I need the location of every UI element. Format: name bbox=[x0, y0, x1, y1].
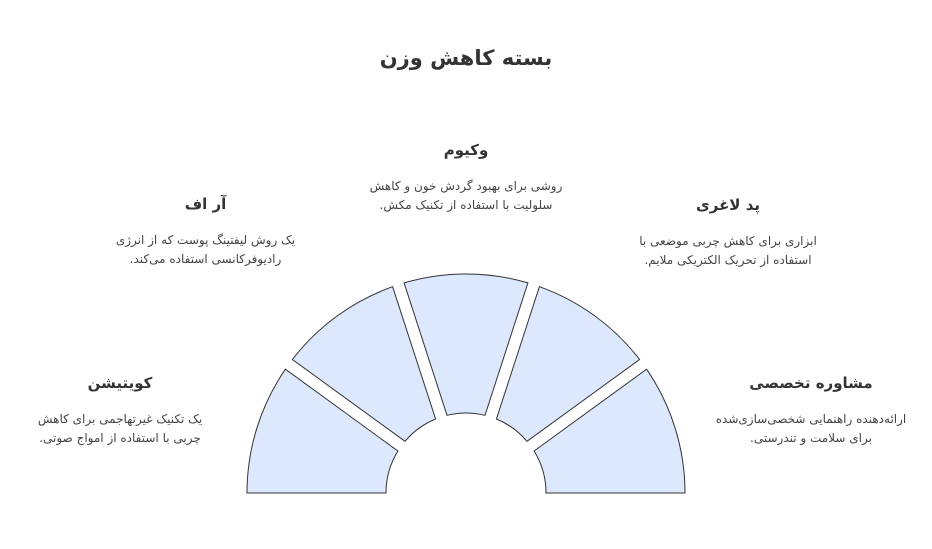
item-consultation-heading: مشاوره تخصصی bbox=[749, 374, 873, 392]
item-rf-description: یک روش لیفتینگ پوست که از انرژی رادیوفرکانسی استفاده می‌کند. bbox=[115, 233, 296, 266]
item-consultation bbox=[710, 374, 912, 448]
item-slimming-pad-description: ابزاری برای کاهش چربی موضعی با استفاده از تحریک الکتریکی ملایم. bbox=[639, 234, 817, 267]
item-vacuum bbox=[360, 141, 572, 215]
item-vacuum-description: روشی برای بهبود گردش خون و کاهش سلولیت با استفاده از تکنیک مکش. bbox=[369, 179, 563, 212]
item-cavitation-heading: کویتیشن bbox=[87, 374, 153, 392]
item-rf bbox=[108, 195, 303, 269]
item-cavitation-description: یک تکنیک غیرتهاجمی برای کاهش چربی با استفاده از امواج صوتی. bbox=[37, 412, 203, 445]
item-cavitation bbox=[24, 374, 216, 448]
item-rf-heading: آر اف bbox=[184, 195, 227, 213]
item-slimming-pad bbox=[630, 196, 826, 270]
diagram-title: بسته کاهش وزن bbox=[379, 46, 553, 70]
item-vacuum-heading: وکیوم bbox=[443, 141, 489, 159]
item-consultation-description: ارائه‌دهنده راهنمایی شخصی‌سازی‌شده برای سلامت و تندرستی. bbox=[715, 412, 907, 445]
item-slimming-pad-heading: پد لاغری bbox=[695, 196, 760, 214]
